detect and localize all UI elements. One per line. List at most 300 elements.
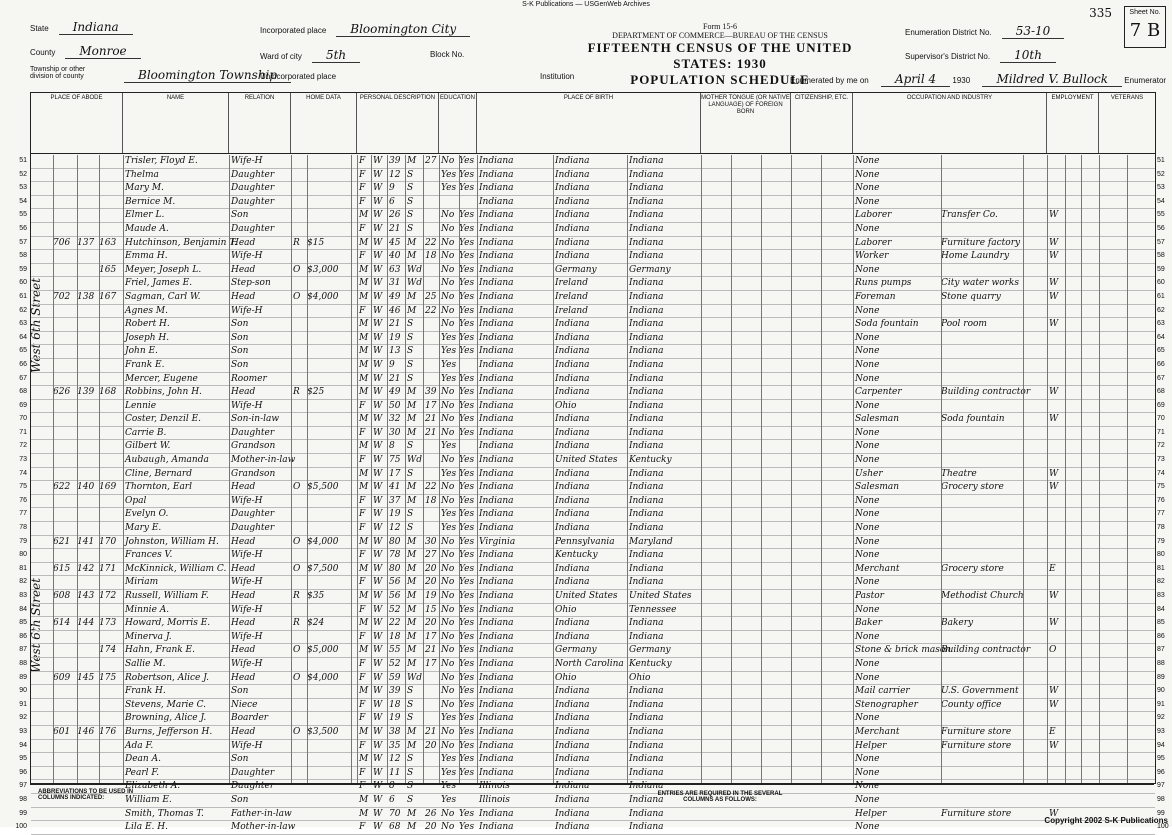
cell-sex: F (359, 455, 366, 466)
cell-rw: Yes (459, 495, 475, 506)
cell-dw: 145 (77, 672, 95, 683)
cell-bp: Indiana (479, 631, 514, 642)
cell-bp: Indiana (479, 251, 514, 262)
cell-mbp: Kentucky (629, 455, 672, 466)
cell-mar: S (407, 686, 414, 697)
cell-am: 20 (425, 563, 437, 574)
cell-mar: S (407, 359, 414, 370)
cell-mbp: Indiana (629, 223, 664, 234)
line-number-right: 66 (1157, 360, 1165, 368)
cell-val: $5,500 (307, 482, 339, 493)
cell-rw: Yes (459, 509, 475, 520)
cell-age: 63 (389, 264, 401, 275)
cell-occ: Runs pumps (855, 278, 912, 289)
cell-fbp: North Carolina (555, 658, 624, 669)
table-row (19, 427, 1165, 441)
cell-sch: Yes (441, 359, 457, 370)
cell-own: O (293, 536, 301, 547)
line-number: 84 (19, 605, 27, 613)
form-number: Form 15-6 (703, 22, 737, 31)
cell-fbp: Indiana (555, 808, 590, 819)
cell-race: W (373, 156, 383, 166)
cell-sex: M (359, 754, 369, 765)
cell-sch: No (441, 672, 455, 683)
cell-mar: Wd (407, 672, 423, 683)
cell-mbp: Indiana (629, 373, 664, 384)
cell-dw: 142 (77, 563, 95, 574)
cell-mbp: Indiana (629, 495, 664, 506)
cell-cls: W (1049, 278, 1059, 289)
cell-rel: Head (231, 291, 256, 302)
cell-mbp: Indiana (629, 210, 664, 221)
cell-age: 21 (389, 373, 401, 384)
cell-mbp: Ohio (629, 672, 651, 683)
cell-dw: 141 (77, 536, 95, 547)
cell-cls: W (1049, 319, 1059, 330)
cell-name: Cline, Bernard (125, 468, 192, 479)
cell-am: 21 (425, 645, 437, 656)
cell-fam: 163 (99, 237, 117, 248)
cell-ind: Grocery store (941, 563, 1004, 574)
cell-rel: Head (231, 482, 256, 493)
cell-sex: M (359, 319, 369, 330)
cell-mbp: Indiana (629, 740, 664, 751)
table-row (19, 712, 1165, 726)
enum-district-value: 53-10 (1002, 24, 1065, 39)
cell-rel: Head (231, 264, 256, 275)
table-row (19, 481, 1165, 495)
cell-race: W (373, 781, 383, 792)
cell-mar: S (407, 346, 414, 357)
cell-age: 6 (389, 794, 395, 805)
column-rule (99, 155, 100, 783)
cell-bp: Indiana (479, 400, 514, 411)
cell-fbp: Germany (555, 645, 597, 656)
copyright-notice: Copyright 2002 S-K Publications (1044, 816, 1168, 825)
cell-mar: M (407, 305, 417, 316)
line-number-right: 53 (1157, 184, 1165, 192)
cell-bp: Indiana (479, 427, 514, 438)
line-number: 66 (19, 360, 27, 368)
cell-occ: None (855, 536, 880, 547)
table-row (19, 753, 1165, 767)
cell-race: W (373, 264, 383, 275)
cell-sch: No (441, 550, 455, 561)
cell-rel: Step-son (231, 278, 271, 289)
cell-rel: Mother-in-law (231, 455, 296, 466)
cell-sch: No (441, 591, 455, 601)
cell-house: 621 (53, 536, 71, 547)
line-number-right: 87 (1157, 646, 1165, 654)
cell-race: W (373, 414, 383, 425)
column-rule (439, 155, 440, 783)
cell-rel: Head (231, 726, 256, 737)
cell-name: Carrie B. (125, 427, 167, 438)
cell-age: 45 (389, 237, 401, 248)
cell-am: 17 (425, 631, 437, 642)
cell-bp: Indiana (479, 726, 514, 737)
cell-rw: Yes (459, 550, 475, 561)
cell-rel: Son (231, 319, 249, 330)
cell-mar: M (407, 237, 417, 248)
cell-race: W (373, 441, 383, 452)
cell-race: W (373, 550, 383, 561)
line-number: 62 (19, 306, 27, 314)
cell-name: Emma H. (125, 251, 168, 262)
enumerated-year: 1930 (952, 76, 971, 85)
cell-mar: S (407, 509, 414, 520)
cell-sch: No (441, 455, 455, 466)
table-row (19, 318, 1165, 332)
cell-sch: Yes (441, 468, 457, 479)
cell-cls: W (1049, 808, 1059, 819)
cell-occ: None (855, 523, 880, 534)
cell-age: 70 (389, 808, 401, 819)
cell-fbp: Ohio (555, 672, 577, 683)
cell-fbp: Ohio (555, 400, 577, 411)
cell-age: 37 (389, 495, 401, 506)
cell-mbp: Indiana (629, 251, 664, 262)
cell-sch: Yes (441, 713, 457, 724)
cell-sex: M (359, 441, 369, 452)
cell-race: W (373, 319, 383, 330)
cell-age: 19 (389, 332, 401, 343)
group-place-of-abode: PLACE OF ABODE (31, 93, 123, 153)
line-number: 67 (19, 374, 27, 382)
line-number: 97 (19, 782, 27, 790)
cell-occ: None (855, 631, 880, 642)
enum-district-field: Enumeration District No. 53-10 (905, 24, 1064, 38)
cell-race: W (373, 237, 383, 248)
cell-age: 31 (389, 278, 401, 289)
column-rule (791, 155, 792, 783)
line-number-right: 70 (1157, 415, 1165, 423)
cell-name: Stevens, Marie C. (125, 699, 207, 710)
cell-rw: Yes (459, 373, 475, 384)
cell-rw: Yes (459, 251, 475, 262)
cell-name: Lila E. H. (125, 822, 168, 833)
cell-mar: M (407, 726, 417, 737)
cell-age: 8 (389, 441, 395, 452)
line-number: 54 (19, 197, 27, 205)
cell-bp: Indiana (479, 822, 514, 833)
cell-am: 17 (425, 658, 437, 669)
column-rule (357, 155, 358, 783)
cell-name: Russell, William F. (125, 591, 209, 601)
line-number-right: 100 (1157, 823, 1169, 831)
cell-rw: Yes (459, 699, 475, 710)
cell-rw: Yes (459, 686, 475, 697)
cell-name: Lennie (125, 400, 157, 411)
cell-cls: W (1049, 468, 1059, 479)
cell-am: 30 (425, 536, 437, 547)
cell-age: 49 (389, 291, 401, 302)
cell-bp: Illinois (479, 781, 510, 792)
cell-rel: Wife-H (231, 156, 263, 166)
cell-own: O (293, 291, 301, 302)
cell-val: $3,500 (307, 726, 339, 737)
cell-rw: Yes (459, 740, 475, 751)
cell-sch: No (441, 563, 455, 574)
table-row (19, 508, 1165, 522)
cell-sch: No (441, 645, 455, 656)
cell-occ: None (855, 427, 880, 438)
group-veterans: VETERANS (1110, 95, 1144, 101)
cell-mbp: Indiana (629, 237, 664, 248)
table-row (19, 631, 1165, 645)
cell-rw: Yes (459, 414, 475, 425)
cell-rel: Head (231, 618, 256, 629)
cell-name: Thelma (125, 169, 159, 180)
cell-name: Sagman, Carl W. (125, 291, 201, 302)
cell-ind: Building contractor (941, 387, 1031, 398)
street-label: West 6th Street (29, 277, 43, 373)
publisher-bar: S-K Publications — USGenWeb Archives (522, 1, 650, 8)
cell-rel: Head (231, 645, 256, 656)
cell-rel: Daughter (231, 169, 275, 180)
cell-sex: M (359, 237, 369, 248)
cell-own: R (293, 618, 300, 629)
cell-occ: None (855, 264, 880, 275)
column-rule (405, 155, 406, 783)
cell-name: Agnes M. (125, 305, 168, 316)
cell-dw: 144 (77, 618, 95, 629)
cell-rw: Yes (459, 563, 475, 574)
cell-sex: M (359, 482, 369, 493)
cell-sex: F (359, 822, 366, 833)
cell-mbp: Indiana (629, 156, 664, 166)
cell-am: 20 (425, 618, 437, 629)
cell-sch: No (441, 604, 455, 615)
cell-occ: Foreman (855, 291, 896, 302)
cell-mar: S (407, 781, 414, 792)
cell-sch: No (441, 210, 455, 221)
cell-rel: Wife-H (231, 577, 263, 588)
cell-rw: Yes (459, 631, 475, 642)
cell-am: 21 (425, 414, 437, 425)
line-number: 56 (19, 224, 27, 232)
cell-ind: Building contractor (941, 645, 1031, 656)
cell-dw: 137 (77, 237, 95, 248)
cell-house: 601 (53, 726, 71, 737)
cell-sex: F (359, 223, 366, 234)
cell-sch: No (441, 414, 455, 425)
cell-fam: 170 (99, 536, 117, 547)
cell-race: W (373, 686, 383, 697)
cell-house: 622 (53, 482, 71, 493)
cell-mbp: Indiana (629, 427, 664, 438)
cell-fbp: Indiana (555, 346, 590, 357)
cell-rel: Son (231, 754, 249, 765)
cell-fbp: Indiana (555, 726, 590, 737)
cell-age: 50 (389, 400, 401, 411)
line-number: 90 (19, 687, 27, 695)
cell-ind: Theatre (941, 468, 977, 479)
cell-sex: M (359, 373, 369, 384)
line-number-right: 74 (1157, 469, 1165, 477)
cell-bp: Indiana (479, 686, 514, 697)
line-number-right: 54 (1157, 197, 1165, 205)
cell-name: Browning, Alice J. (125, 713, 207, 724)
cell-race: W (373, 169, 383, 180)
cell-ind: Soda fountain (941, 414, 1005, 425)
cell-rel: Grandson (231, 468, 276, 479)
cell-occ: None (855, 441, 880, 452)
line-number-right: 95 (1157, 755, 1165, 763)
line-number-right: 81 (1157, 564, 1165, 572)
cell-sch: No (441, 305, 455, 316)
cell-age: 46 (389, 305, 401, 316)
cell-race: W (373, 577, 383, 588)
cell-fam: 174 (99, 645, 117, 656)
column-rule (459, 155, 460, 783)
line-number: 78 (19, 524, 27, 532)
cell-house: 626 (53, 387, 71, 398)
cell-fbp: Indiana (555, 577, 590, 588)
cell-occ: Carpenter (855, 387, 902, 398)
cell-mar: M (407, 658, 417, 669)
cell-fbp: Indiana (555, 781, 590, 792)
group-personal: PERSONAL DESCRIPTION (357, 93, 439, 153)
cell-name: Frank H. (125, 686, 166, 697)
line-number-right: 71 (1157, 428, 1165, 436)
cell-name: Robbins, John H. (125, 387, 202, 398)
cell-name: Opal (125, 495, 147, 506)
cell-rel: Daughter (231, 523, 275, 534)
table-row (19, 590, 1165, 604)
cell-race: W (373, 822, 383, 833)
cell-bp: Indiana (479, 387, 514, 398)
cell-ind: Transfer Co. (941, 210, 998, 221)
line-number-right: 57 (1157, 238, 1165, 246)
cell-occ: Helper (855, 740, 887, 751)
cell-mar: S (407, 713, 414, 724)
cell-own: R (293, 591, 300, 601)
cell-age: 80 (389, 536, 401, 547)
cell-am: 20 (425, 822, 437, 833)
cell-bp: Indiana (479, 183, 514, 194)
cell-mar: S (407, 183, 414, 194)
cell-occ: None (855, 346, 880, 357)
cell-rel: Father-in-law (231, 808, 292, 819)
cell-fbp: Indiana (555, 822, 590, 833)
cell-occ: Salesman (855, 414, 900, 425)
cell-sex: M (359, 414, 369, 425)
cell-name: Elmer L. (125, 210, 165, 221)
cell-val: $24 (307, 618, 325, 629)
cell-rw: Yes (459, 183, 475, 194)
cell-sch: No (441, 251, 455, 262)
cell-bp: Indiana (479, 740, 514, 751)
cell-bp: Indiana (479, 332, 514, 343)
cell-cls: E (1049, 563, 1056, 574)
cell-occ: None (855, 658, 880, 669)
line-number: 68 (19, 388, 27, 396)
cell-fbp: Indiana (555, 251, 590, 262)
cell-sex: M (359, 794, 369, 805)
cell-rw: Yes (459, 658, 475, 669)
cell-name: William E. (125, 794, 172, 805)
cell-bp: Indiana (479, 523, 514, 534)
cell-mbp: Indiana (629, 332, 664, 343)
cell-occ: None (855, 781, 880, 792)
cell-rw: Yes (459, 767, 475, 778)
cell-dw: 143 (77, 591, 95, 601)
cell-ind: Furniture store (941, 726, 1012, 737)
cell-occ: None (855, 550, 880, 561)
line-number: 58 (19, 252, 27, 260)
cell-sch: No (441, 726, 455, 737)
table-row (19, 359, 1165, 373)
table-row (19, 386, 1165, 400)
cell-name: Bernice M. (125, 196, 176, 207)
sheet-number-box (1124, 6, 1166, 48)
cell-bp: Indiana (479, 754, 514, 765)
column-rule (731, 155, 732, 783)
cell-age: 12 (389, 754, 401, 765)
cell-fbp: Indiana (555, 359, 590, 370)
cell-mbp: Indiana (629, 686, 664, 697)
cell-rw: Yes (459, 210, 475, 221)
cell-mar: M (407, 808, 417, 819)
institution-field: Institution (540, 72, 575, 81)
cell-name: Joseph H. (125, 332, 170, 343)
cell-bp: Illinois (479, 794, 510, 805)
cell-mar: S (407, 332, 414, 343)
cell-rw: Yes (459, 645, 475, 656)
cell-cls: W (1049, 591, 1059, 601)
cell-val: $35 (307, 591, 325, 601)
cell-own: R (293, 387, 300, 398)
cell-race: W (373, 604, 383, 615)
cell-am: 22 (425, 237, 437, 248)
cell-rel: Wife-H (231, 550, 263, 561)
cell-am: 18 (425, 251, 437, 262)
cell-sex: F (359, 781, 366, 792)
table-row (19, 237, 1165, 251)
cell-rel: Head (231, 672, 256, 683)
group-home-data: HOME DATA (291, 93, 357, 153)
line-number: 82 (19, 578, 27, 586)
cell-cls: W (1049, 482, 1059, 493)
cell-sex: F (359, 196, 366, 207)
cell-own: O (293, 264, 301, 275)
cell-rw: Yes (459, 591, 475, 601)
cell-age: 17 (389, 468, 401, 479)
line-number: 73 (19, 456, 27, 464)
cell-rw: Yes (459, 223, 475, 234)
cell-bp: Indiana (479, 305, 514, 316)
cell-fbp: Germany (555, 264, 597, 275)
cell-fbp: Indiana (555, 387, 590, 398)
cell-ind: Grocery store (941, 482, 1004, 493)
cell-mar: M (407, 563, 417, 574)
cell-occ: Salesman (855, 482, 900, 493)
cell-race: W (373, 223, 383, 234)
line-number: 51 (19, 157, 27, 164)
cell-cls: W (1049, 699, 1059, 710)
cell-age: 19 (389, 713, 401, 724)
column-rule (1047, 155, 1048, 783)
cell-fbp: United States (555, 455, 618, 466)
table-row (19, 264, 1165, 278)
ward-field: Ward of city 5th (260, 48, 360, 62)
column-rule (291, 155, 292, 783)
cell-name: McKinnick, William C. (125, 563, 227, 574)
cell-own: O (293, 726, 301, 737)
line-number: 64 (19, 333, 27, 341)
cell-occ: None (855, 713, 880, 724)
